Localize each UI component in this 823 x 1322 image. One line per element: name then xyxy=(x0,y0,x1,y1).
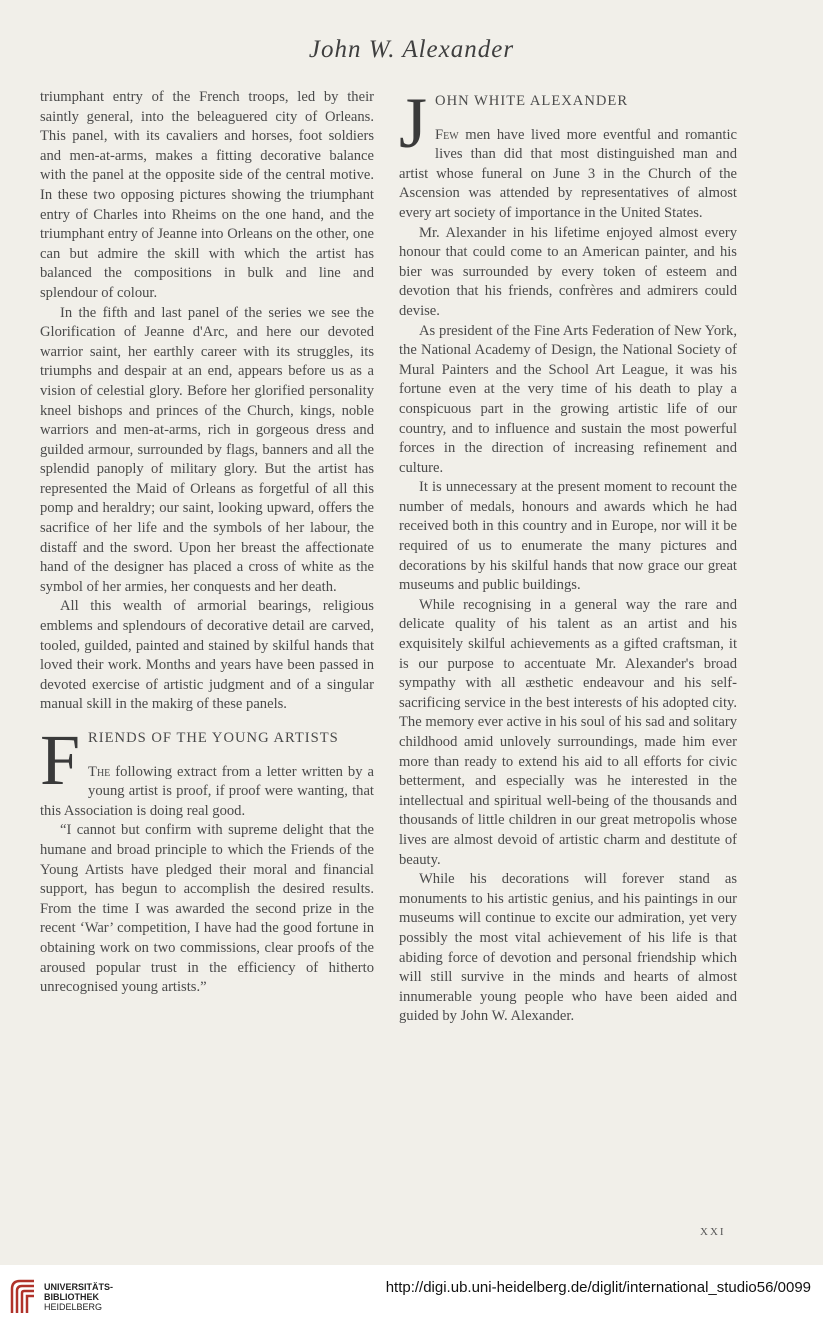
section-heading: OHN WHITE ALEXANDER xyxy=(435,93,629,109)
paragraph: As president of the Fine Arts Federation of New York, the National Academy of Design, the National Society of Mural Painters and the School Art League, it was his fortune even at the very time of his death to play a conspicuous part in the growing artistic life of our country, and to influence and sustain the most powerful forces in the direction of increasing refinement and culture. xyxy=(399,322,737,476)
paragraph: Mr. Alexander in his lifetime enjoyed almost every honour that could come to an American painter, and his bier was surrounded by every token of esteem and devotion that his friends, confrères and admirers could devise. xyxy=(399,224,737,319)
dropcap: F xyxy=(40,720,81,800)
source-url[interactable]: http://digi.ub.uni-heidelberg.de/diglit/international_studio56/0099 xyxy=(385,1279,811,1296)
section-john-white-alexander xyxy=(399,83,737,224)
paragraph: In the fifth and last panel of the series we see the Glorification of Jeanne d'Arc, and here our devoted warrior saint, her earthly career with its struggles, its triumphs and despair at an end, appears before us as a vision of celestial glory. Before her glorified personality kneel bishops and princes of the Church, kings, noble warriors and men-at-arms, rich in gorgeous dress and guilded armour, surrounded by flags, banners and all the splendid panoply of military glory. But the artist has represented the Maid of Orleans as forgetful of all this pomp and heraldry; our saint, looking upward, offers the sacrifice of her life and the symbols of her labour, the distaff and the sword. Upon her breast the affectionate hand of the designer has placed a cross of white as the symbol of her armies, her conquests and her death. xyxy=(40,304,374,595)
library-logo-icon xyxy=(10,1279,36,1315)
page-number: XXI xyxy=(700,1226,726,1238)
library-name-line: UNIVERSITÄTS- xyxy=(44,1282,114,1292)
library-name-line: HEIDELBERG xyxy=(44,1302,103,1312)
paragraph: While recognising in a general way the rare and delicate quality of his talent as an artist and his exquisitely skilful achievements as a gifted craftsman, it is our purpose to accentuate Mr. Alexander's broad sympathy with all æsthetic endeavour and his self-sacrificing service in the best interests of his adopted city. The memory ever active in his soul of his sad and solitary childhood amid unlovely surroundings, made him ever more than ready to extend his aid to all efforts for civic betterment, and especially was he interested in the intellectual and spiritual well-being of the thousands and thousands of little children in our great metropolis whose lives are almost devoid of artistic charm and destitute of beauty. xyxy=(399,596,737,868)
right-column xyxy=(399,83,737,1027)
quote-paragraph: “I cannot but confirm with supreme delight that the humane and broad principle to which the Friends of the Young Artists have pledged their moral and financial support, has begun to accomplish the desired results. From the time I was awarded the second prize in the recent ‘War’ competition, I have had the good fortune in obtaining work on two commissions, clear proofs of the aroused popular trust in the efficiency of hitherto unrecognised young artists.” xyxy=(40,822,374,996)
footer-bar xyxy=(0,1265,823,1322)
lead-text: following extract from a letter written by a young artist is proof, if proof were wanting, that this Association is doing real good. xyxy=(40,763,374,819)
paragraph: All this wealth of armorial bearings, religious emblems and splendours of decorative detail are carved, tooled, guilded, painted and stained by skilful hands that loved their work. Months and years have been passed in devoted exercise of artistic judgment and of a singular manual skill in the makirg of these panels. xyxy=(40,598,374,713)
lead-smallcaps: Few xyxy=(435,126,459,143)
section-friends-young-artists xyxy=(40,720,374,998)
section-lead-paragraph xyxy=(40,763,374,822)
lead-text: men have lived more eventful and romantic lives than did that most distinguished man and artist whose funeral on June 3 in the Church of the Ascension was attended by representatives of almost every art society of importance in the United States. xyxy=(399,126,737,221)
left-column xyxy=(40,88,374,998)
paragraph: While his decorations will forever stand as monuments to his artistic genius, and his paintings in our museums will continue to excite our admiration, yet very possibly the most vital achievement of his life is that abiding force of devotion and personal friendship which will still survive in the minds and hearts of almost innumerable young people who have been aided and guided by John W. Alexander. xyxy=(399,871,737,1025)
section-lead-paragraph xyxy=(399,126,737,224)
library-name-line: BIBLIOTHEK xyxy=(44,1292,99,1302)
library-name xyxy=(44,1282,113,1312)
running-title: John W. Alexander xyxy=(308,36,515,63)
paragraph: triumphant entry of the French troops, led by their saintly general, into the beleaguered city of Orleans. This panel, with its cavaliers and horses, foot soldiers and men-at-arms, makes a fitting decorative balance with the panel at the opposite side of the central motive. In these two opposing pictures showing the triumphant entry of Charles into Rheims on the one hand, and the triumphant entry of Jeanne into Orleans on the other, one can but admire the skill with which the artist has balanced the compositions in bulk and line and splendour of colour. xyxy=(40,89,374,301)
paragraph: It is unnecessary at the present moment to recount the number of medals, honours and awards which he had received both in this country and in Europe, nor will it be required of us to enumerate the many pictures and decorations by his skilful hands that now grace our great museums and public buildings. xyxy=(399,479,737,594)
lead-smallcaps: The xyxy=(88,763,111,780)
dropcap: J xyxy=(399,83,428,163)
section-heading: RIENDS OF THE YOUNG ARTISTS xyxy=(88,730,339,746)
